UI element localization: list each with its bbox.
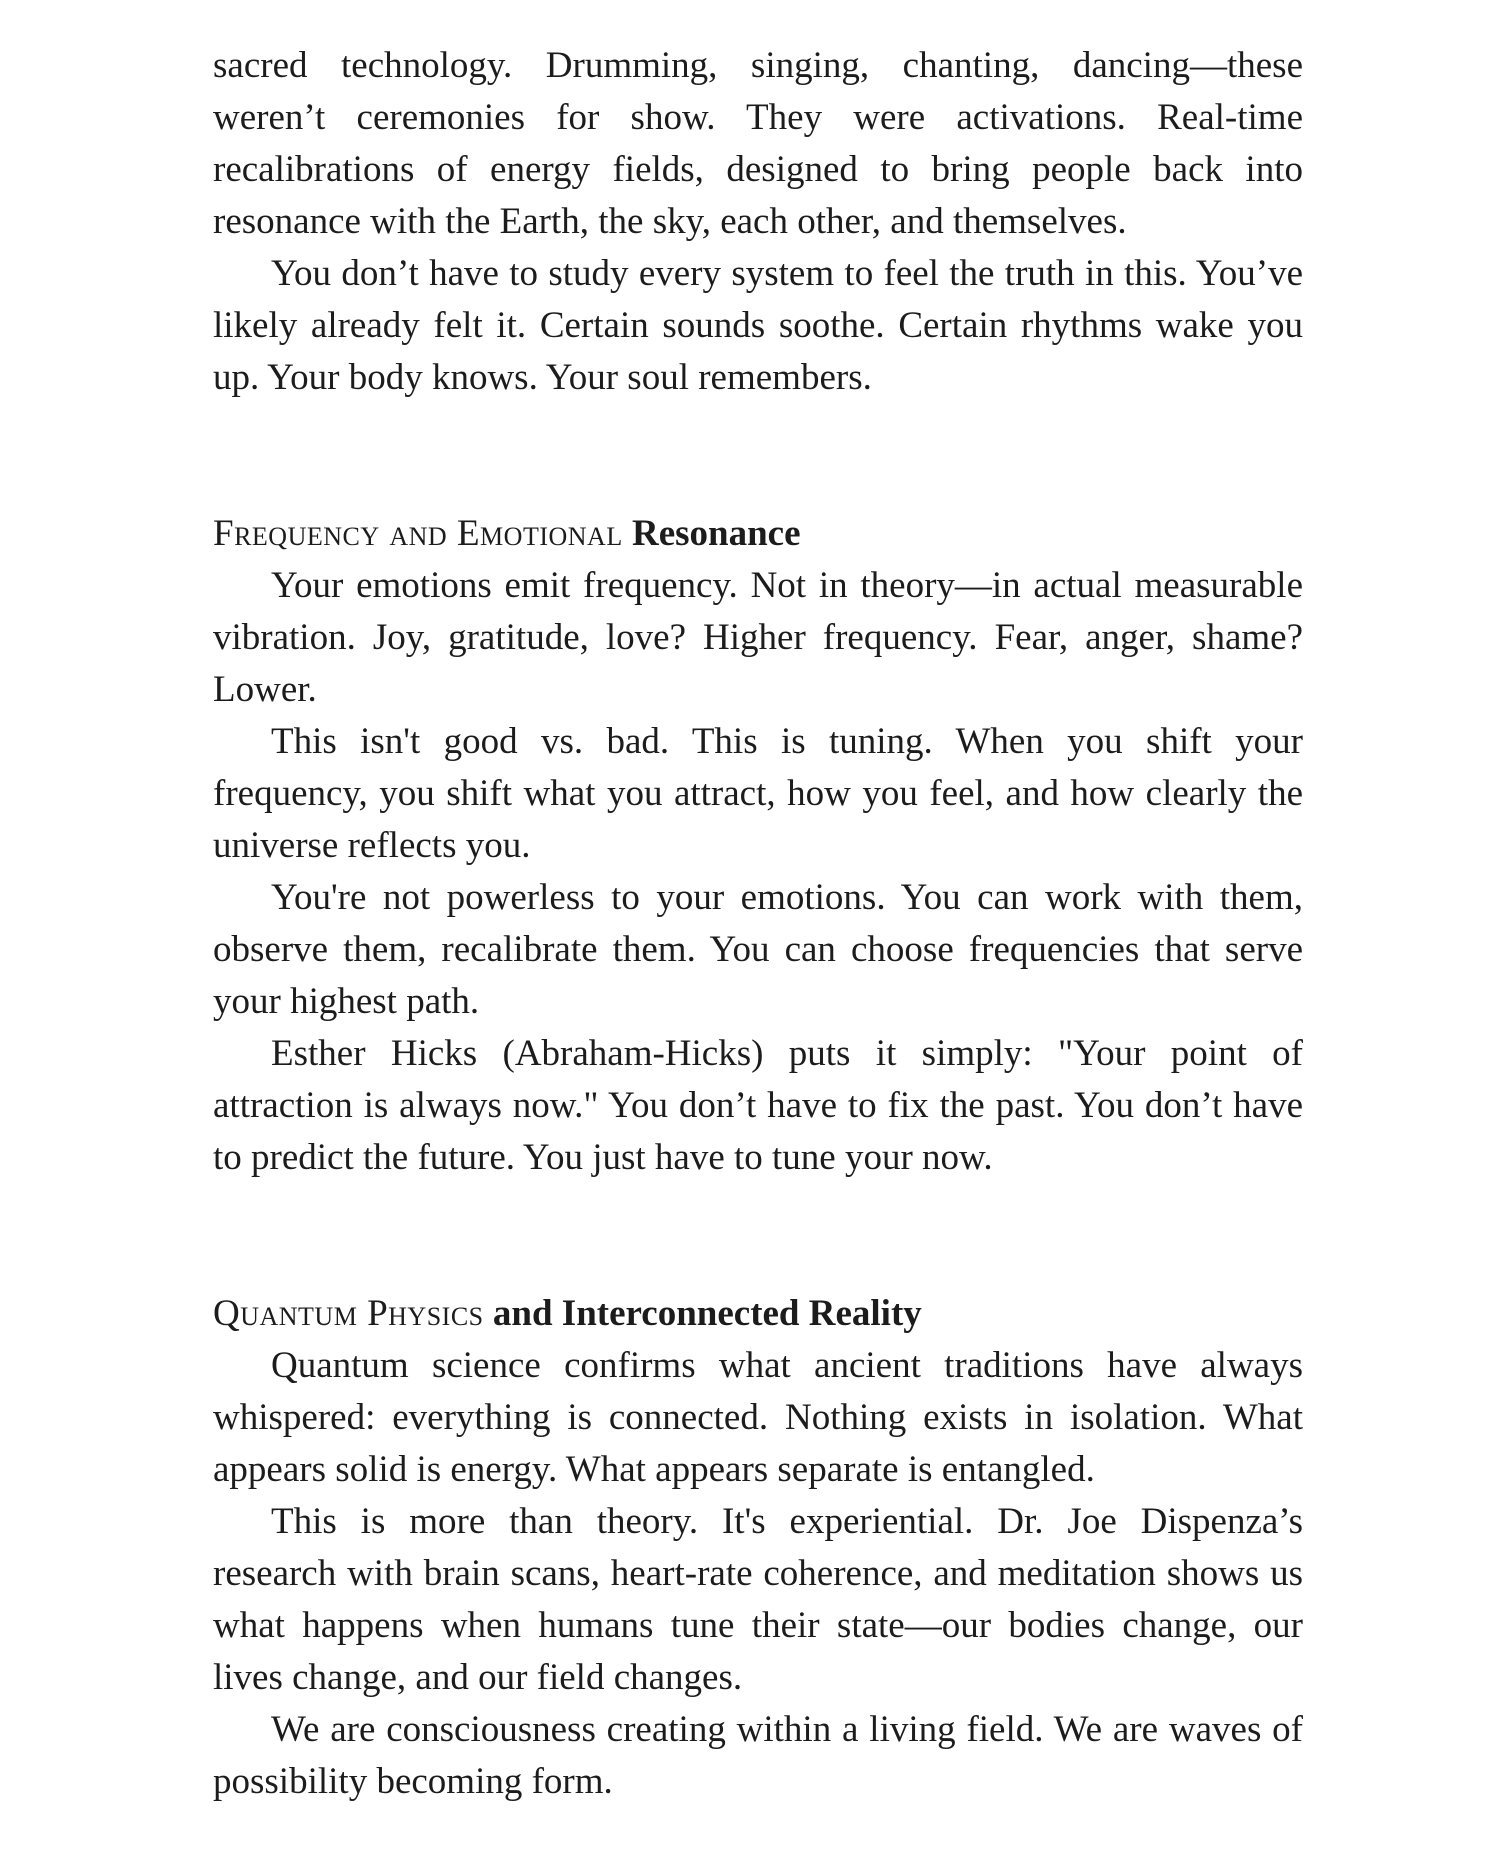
frequency-paragraph-4: Esther Hicks (Abraham-Hicks) puts it simply: "Your point of attraction is always now." You don’t have to fix the past. You don’t have to predict the future. You just have to tune your now. (213, 1033, 1303, 1178)
section-heading-frequency (213, 508, 1303, 560)
quantum-paragraph-1: Quantum science confirms what ancient traditions have always whispered: everything is connected. Nothing exists in isolation. What appears solid is energy. What appears separate is entangled. (213, 1345, 1303, 1490)
section-heading-smallcaps: Frequency and Emotional (213, 513, 623, 554)
section-gap (213, 1184, 1303, 1288)
section-heading-rest: Resonance (631, 513, 801, 554)
section-heading-quantum (213, 1288, 1303, 1340)
quantum-paragraph-3: We are consciousness creating within a living field. We are waves of possibility becoming form. (213, 1709, 1303, 1802)
intro-paragraph-2: You don’t have to study every system to feel the truth in this. You’ve likely already felt it. Certain sounds soothe. Certain rhythms wake you up. Your body knows. Your soul remembers. (213, 253, 1303, 398)
intro-paragraph-1: sacred technology. Drumming, singing, chanting, dancing—these weren’t ceremonies for show. They were activations. Real-time recalibrations of energy fields, designed to bring people back into resonance with the Earth, the sky, each other, and themselves. (213, 45, 1303, 242)
quantum-paragraph-2: This is more than theory. It's experiential. Dr. Joe Dispenza’s research with brain scans, heart-rate coherence, and meditation shows us what happens when humans tune their state—our bodies change, our lives change, and our field changes. (213, 1501, 1303, 1698)
frequency-paragraph-1: Your emotions emit frequency. Not in theory—in actual measurable vibration. Joy, gratitude, love? Higher frequency. Fear, anger, shame? Lower. (213, 565, 1303, 710)
section-heading-rest: and Interconnected Reality (492, 1293, 922, 1334)
section-heading-smallcaps: Quantum Physics (213, 1293, 484, 1334)
book-page (213, 40, 1303, 1808)
frequency-paragraph-3: You're not powerless to your emotions. You can work with them, observe them, recalibrate them. You can choose frequencies that serve your highest path. (213, 877, 1303, 1022)
section-gap (213, 404, 1303, 508)
frequency-paragraph-2: This isn't good vs. bad. This is tuning. When you shift your frequency, you shift what you attract, how you feel, and how clearly the universe reflects you. (213, 721, 1303, 866)
